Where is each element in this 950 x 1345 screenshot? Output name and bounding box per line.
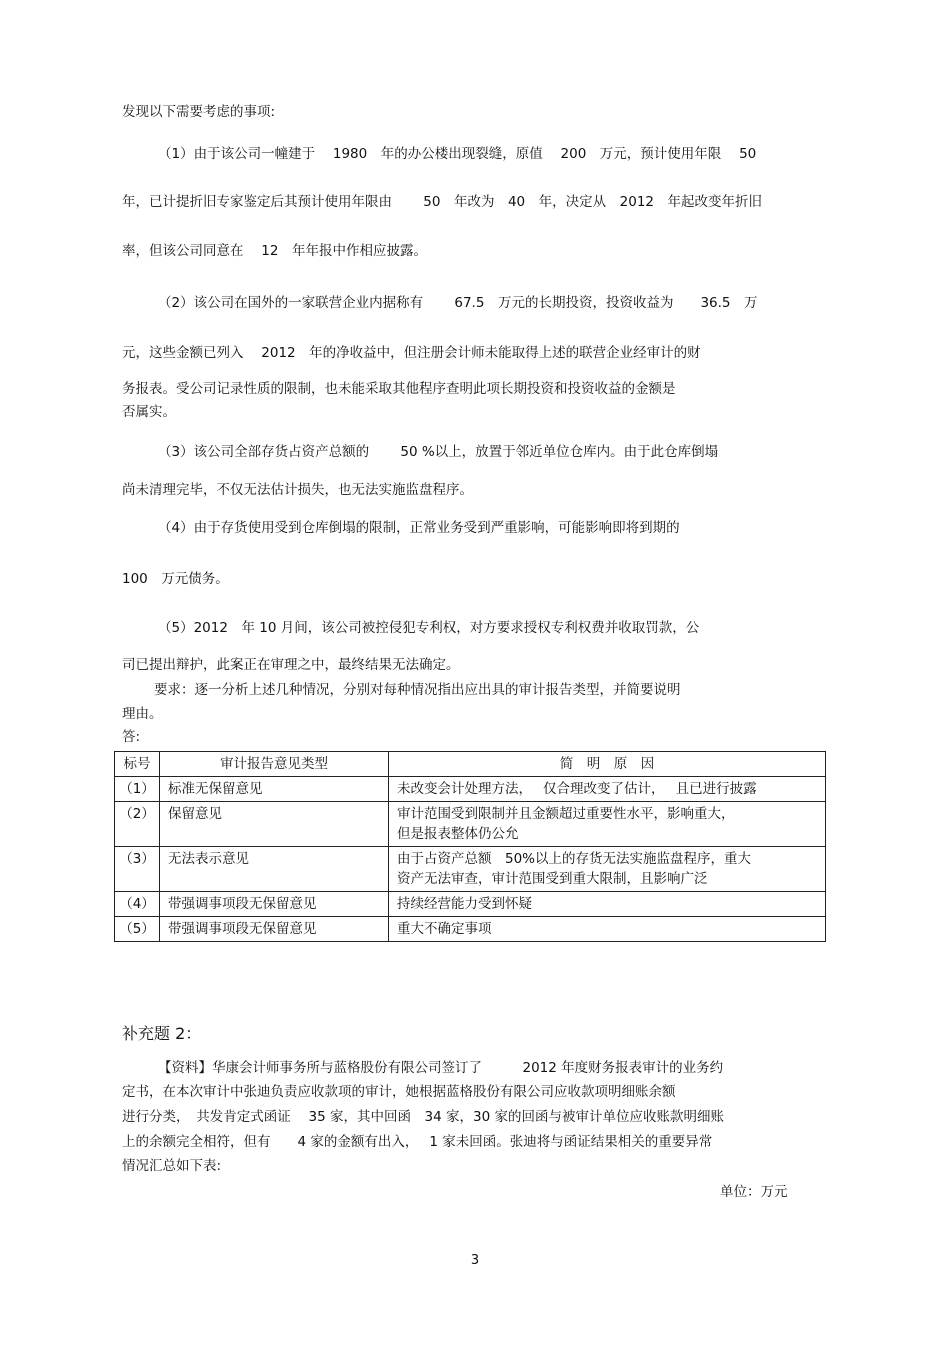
- table-row: [115, 847, 826, 892]
- row-opinion-type: 无法表示意见: [160, 847, 389, 892]
- row-opinion-type: 带强调事项段无保留意见: [160, 892, 389, 917]
- header-reason: 简 明 原 因: [389, 752, 826, 777]
- reason-line: 重大不确定事项: [397, 921, 492, 937]
- header-number: 标号: [115, 752, 160, 777]
- supplement-line-1: 【资料】华康会计师事务所与蓝格股份有限公司签订了 2012 年度财务报表审计的业务约: [158, 1060, 724, 1076]
- item-5-line-1: （5）2012 年 10 月间，该公司被控侵犯专利权，对方要求授权专利权费并收取罚款，公: [158, 620, 700, 636]
- requirement-line-2: 理由。: [122, 706, 163, 722]
- requirement-line-1: 要求：逐一分析上述几种情况，分别对每种情况指出应出具的审计报告类型，并简要说明: [154, 682, 681, 698]
- item-1-line-3: 率，但该公司同意在 12 年年报中作相应披露。: [122, 243, 427, 259]
- reason-line: 未改变会计处理方法， 仅合理改变了估计， 且已进行披露: [397, 781, 757, 797]
- header-opinion-type: 审计报告意见类型: [160, 752, 389, 777]
- item-2-line-3: 务报表。受公司记录性质的限制，也未能采取其他程序查明此项长期投资和投资收益的金额是: [122, 381, 676, 397]
- row-number: （4）: [115, 892, 160, 917]
- row-reason: [389, 777, 826, 802]
- item-1-line-2: 年，已计提折旧专家鉴定后其预计使用年限由 50 年改为 40 年，决定从 2012 年起改变年折旧: [122, 194, 763, 210]
- table-row: [115, 892, 826, 917]
- row-opinion-type: 保留意见: [160, 802, 389, 847]
- item-3-line-2: 尚未清理完毕，不仅无法估计损失，也无法实施监盘程序。: [122, 482, 473, 498]
- answer-label: 答:: [122, 729, 141, 745]
- item-2-line-2: 元，这些金额已列入 2012 年的净收益中，但注册会计师未能取得上述的联营企业经审计的财: [122, 345, 701, 361]
- reason-line: 资产无法审查，审计范围受到重大限制，且影响广泛: [397, 871, 708, 887]
- unit-label: 单位：万元: [720, 1184, 788, 1200]
- row-number: （1）: [115, 777, 160, 802]
- supplement-title: 补充题 2：: [122, 1024, 202, 1043]
- row-reason: [389, 802, 826, 847]
- row-opinion-type: 标准无保留意见: [160, 777, 389, 802]
- row-reason: [389, 892, 826, 917]
- supplement-line-3: 进行分类， 共发肯定式函证 35 家，其中回函 34 家，30 家的回函与被审计单位应收账款明细账: [122, 1109, 724, 1125]
- reason-line: 由于占资产总额 50%以上的存货无法实施监盘程序，重大: [397, 851, 752, 867]
- table-row: [115, 777, 826, 802]
- table-row: [115, 917, 826, 942]
- table-row: [115, 802, 826, 847]
- item-1-line-1: （1）由于该公司一幢建于 1980 年的办公楼出现裂缝，原值 200 万元，预计使用年限 50: [158, 146, 757, 162]
- row-reason: [389, 917, 826, 942]
- item-3-line-1: （3）该公司全部存货占资产总额的 50 %以上，放置于邻近单位仓库内。由于此仓库倒塌: [158, 444, 719, 460]
- table-header-row: [115, 752, 826, 777]
- item-2-line-1: （2）该公司在国外的一家联营企业内据称有 67.5 万元的长期投资，投资收益为 36.5 万: [158, 295, 758, 311]
- item-5-line-2: 司已提出辩护，此案正在审理之中，最终结果无法确定。: [122, 657, 460, 673]
- page-number: 3: [470, 1253, 480, 1268]
- row-number: （3）: [115, 847, 160, 892]
- row-reason: [389, 847, 826, 892]
- reason-line: 持续经营能力受到怀疑: [397, 896, 532, 912]
- row-number: （2）: [115, 802, 160, 847]
- row-opinion-type: 带强调事项段无保留意见: [160, 917, 389, 942]
- item-4-line-1: （4）由于存货使用受到仓库倒塌的限制，正常业务受到严重影响，可能影响即将到期的: [158, 520, 680, 536]
- supplement-line-5: 情况汇总如下表:: [122, 1158, 222, 1174]
- reason-line: 审计范围受到限制并且金额超过重要性水平，影响重大，: [397, 806, 735, 822]
- row-number: （5）: [115, 917, 160, 942]
- item-2-line-4: 否属实。: [122, 404, 176, 420]
- item-4-line-2: 100 万元债务。: [122, 571, 229, 587]
- supplement-line-2: 定书，在本次审计中张迪负责应收款项的审计，她根据蓝格股份有限公司应收款项明细账余额: [122, 1084, 676, 1100]
- intro-line: 发现以下需要考虑的事项:: [122, 104, 276, 120]
- supplement-line-4: 上的余额完全相符，但有 4 家的金额有出入， 1 家未回函。张迪将与函证结果相关的重要异常: [122, 1134, 713, 1150]
- reason-line: 但是报表整体仍公允: [397, 826, 519, 842]
- answer-table: [114, 751, 826, 942]
